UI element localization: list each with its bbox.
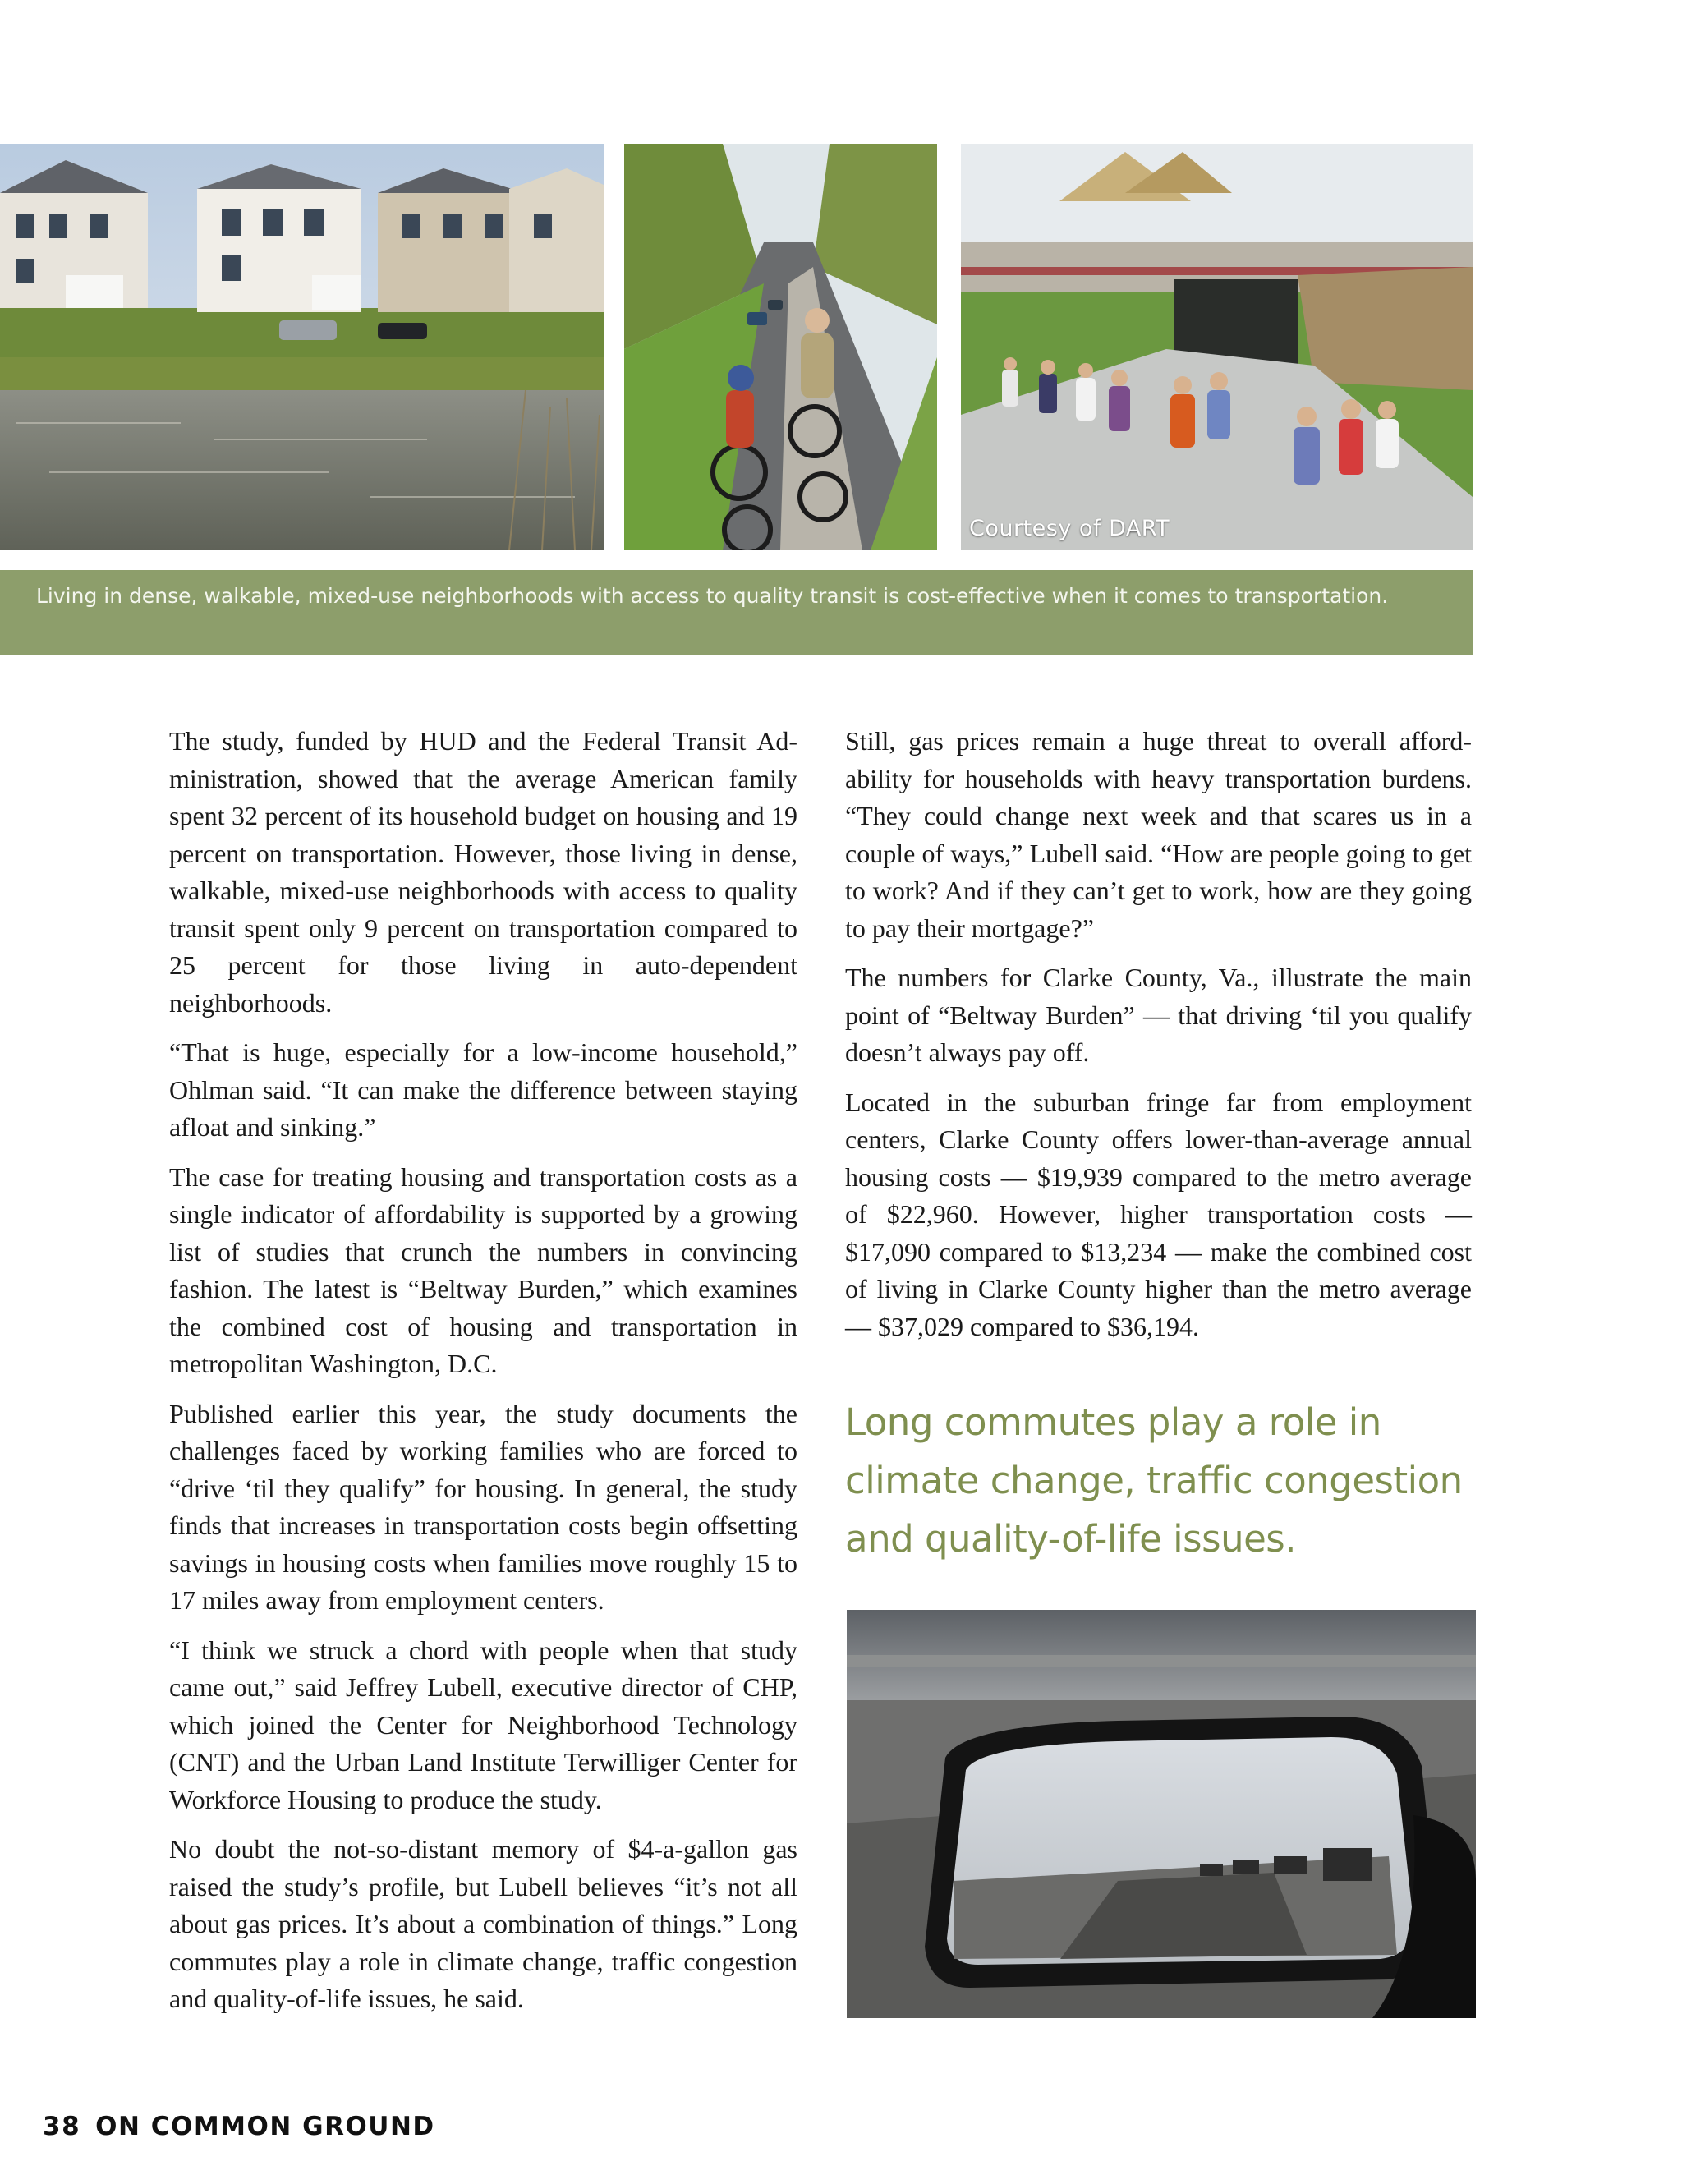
paragraph: “I think we struck a chord with people when that study came out,” said Jeffrey Lubell, executive director of CHP, which joined the Center for Neighborhood Technology (CNT) and the Urban Land Institute Terwilliger Center for Workforce Housing to produce the study.: [169, 1635, 797, 1814]
walkers-photo: [961, 144, 1473, 550]
houses-photo: [0, 144, 604, 550]
photo-credit: Courtesy of DART: [969, 516, 1170, 541]
pull-quote: Long commutes play a role in climate change, traffic congestion and quality-of-life issues.: [845, 1400, 1463, 1561]
paragraph: The study, funded by HUD and the Federal Transit Administration, showed that the average American family spent 32 percent of its household budget on housing and 19 percent on transportation. However, those living in dense, walkable, mixed-use neighborhoods with access to quality transit spent only 9 percent on transportation compared to 25 percent for those living in auto-dependent neighborhoods.: [169, 726, 797, 1018]
photo-caption: Living in dense, walkable, mixed-use neighborhoods with access to quality transit is cost-effective when it comes to transportation.: [36, 584, 1389, 608]
publication-name: ON COMMON GROUND: [95, 2112, 435, 2141]
paragraph: The numbers for Clarke County, Va., illustrate the main point of “Beltway Burden” — that driving ‘til you qualify doesn’t always pay off.: [845, 963, 1472, 1067]
left-column: [169, 723, 797, 2030]
cyclists-photo: [624, 144, 937, 550]
photo-caption-bar: [0, 570, 1473, 655]
paragraph: No doubt the not-so-distant memory of $4-a-gallon gas raised the study’s profile, but Lubell believes “it’s not all about gas prices. It’s about a combination of things.” Long commutes play a role in climate change, traffic congestion and quality-of-life issues, he said.: [169, 1834, 797, 2013]
paragraph: Published earlier this year, the study documents the challenges faced by working families who are forced to “drive ‘til they qualify” for housing. In general, the study finds that increases in transportation costs begin offsetting savings in housing costs when families move roughly 15 to 17 miles away from employment centers.: [169, 1398, 797, 1615]
mirror-photo: [847, 1610, 1476, 2018]
paragraph: The case for treating housing and transportation costs as a single indicator of affordability is supported by a growing list of studies that crunch the numbers in convincing fashion. The latest is “Beltway Burden,” which examines the combined cost of housing and transportation in metropolitan Washington, D.C.: [169, 1161, 797, 1378]
page-footer: [43, 2112, 435, 2146]
paragraph: “That is huge, especially for a low-income household,” Ohlman said. “It can make the difference between staying afloat and sinking.”: [169, 1037, 797, 1142]
page-number: 38: [43, 2112, 81, 2141]
paragraph: Still, gas prices remain a huge threat to overall affordability for households with heavy transportation burdens. “They could change next week and that scares us in a couple of ways,” Lubell said. “How are people going to get to work? And if they can’t get to work, how are they going to pay their mortgage?”: [845, 726, 1472, 943]
right-column: [845, 723, 1472, 1358]
paragraph: Located in the suburban fringe far from employment centers, Clarke County offers lower-than-average annual housing costs — $19,939 compared to the metro average of $22,960. However, higher transportation costs — $17,090 compared to $13,234 — make the combined cost of living in Clarke County higher than the metro average — $37,029 compared to $36,194.: [845, 1087, 1472, 1341]
